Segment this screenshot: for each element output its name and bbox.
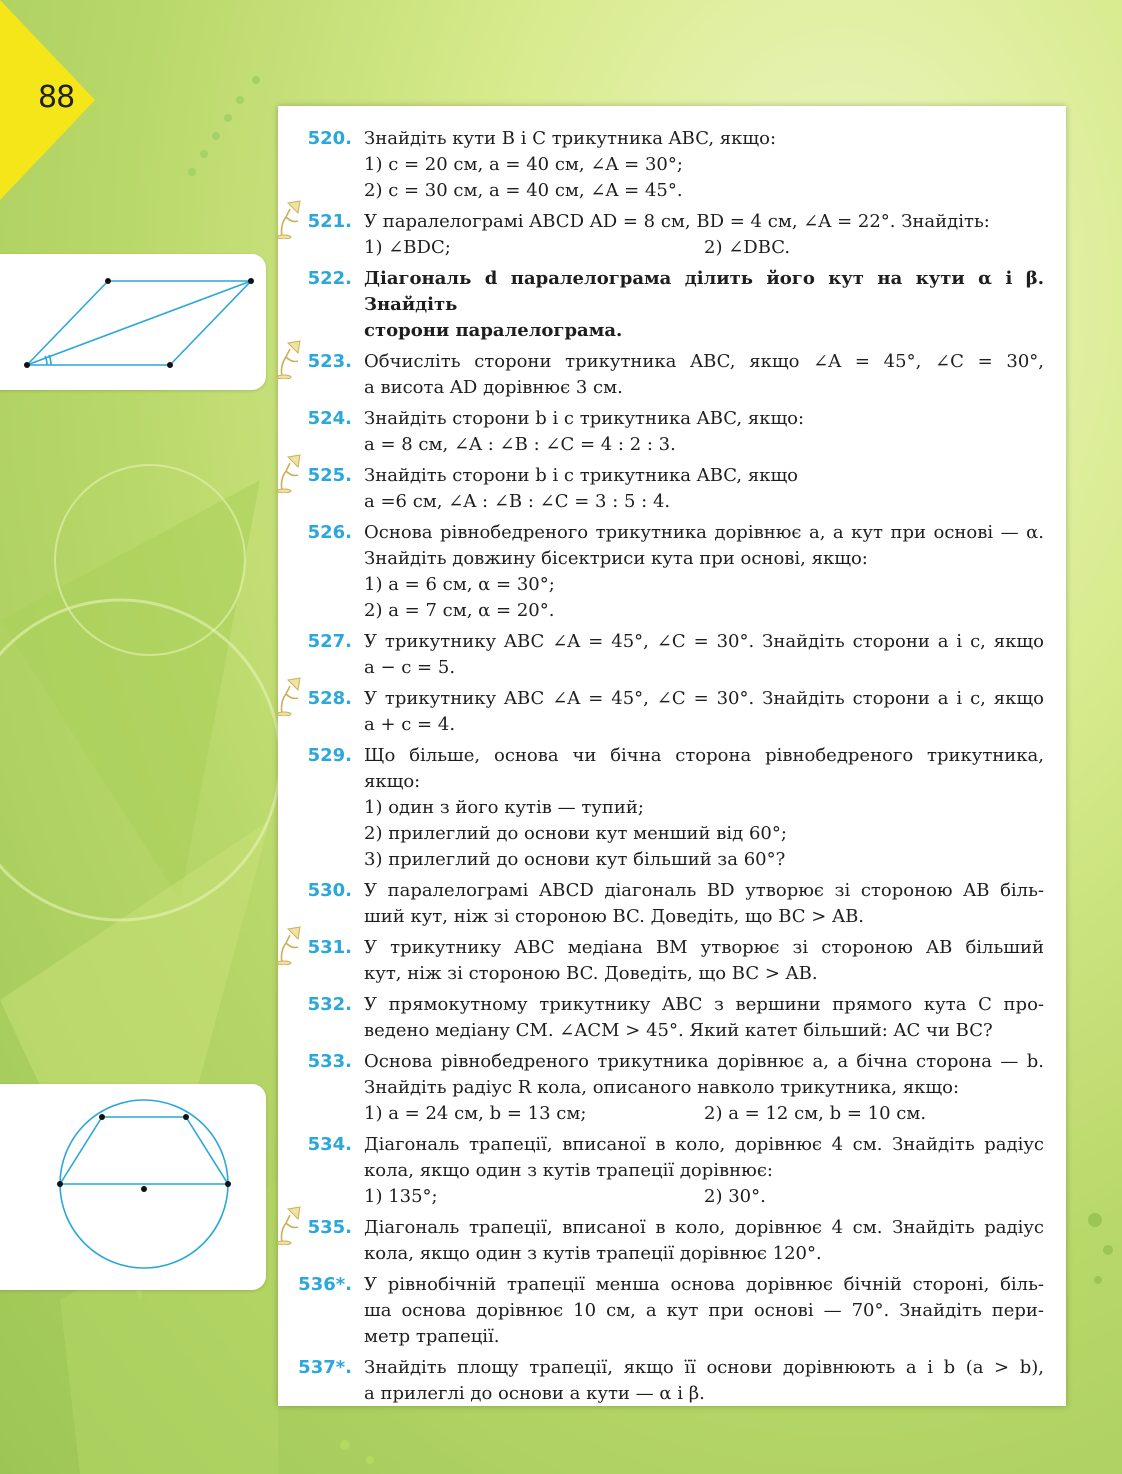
exercise-text-line: 1) c = 20 см, a = 40 см, ∠A = 30°; — [364, 154, 683, 175]
exercise-535 — [278, 1215, 1066, 1267]
exercise-text-line: Що більше, основа чи бічна сторона рівнобедреного трикутника, — [364, 745, 1044, 766]
exercise-532 — [278, 992, 1066, 1044]
exercise-text-line: а висота AD дорівнює 3 см. — [364, 377, 623, 398]
exercise-number: 524. — [307, 408, 352, 429]
exercise-text-line: Знайдіть кути B і C трикутника ABC, якщо: — [364, 128, 777, 149]
exercise-text-line: Знайдіть площу трапеції, якщо її основи дорівнюють a і b (a > b), — [364, 1357, 1044, 1378]
exercise-number: 537*. — [298, 1357, 352, 1378]
exercise-number: 522. — [307, 268, 352, 289]
exercise-text-line: Основа рівнобедреного трикутника дорівнює a, а кут при основі — α. — [364, 522, 1044, 543]
exercise-text-line: У паралелограмі ABCD діагональ BD утворює зі стороною AB біль- — [364, 880, 1044, 901]
exercise-523 — [278, 349, 1066, 401]
exercise-number: 520. — [307, 128, 352, 149]
exercise-text-line: У трикутнику ABC медіана BM утворює зі стороною AB більший — [364, 937, 1044, 958]
exercise-list — [278, 126, 1066, 1412]
exercise-525 — [278, 463, 1066, 515]
exercise-number: 535. — [307, 1217, 352, 1238]
exercise-text-line: a =6 см, ∠A : ∠B : ∠C = 3 : 5 : 4. — [364, 491, 671, 512]
exercise-526 — [278, 520, 1066, 624]
exercise-text-line: Діагональ трапеції, вписаної в коло, дорівнює 4 см. Знайдіть радіус — [364, 1134, 1044, 1155]
exercise-text-line: У трикутнику ABC ∠A = 45°, ∠C = 30°. Знайдіть сторони a і c, якщо — [364, 688, 1044, 709]
exercise-text-line: У рівнобічній трапеції менша основа дорівнює бічній стороні, біль- — [364, 1274, 1044, 1295]
exercise-number: 521. — [307, 211, 352, 232]
exercise-number: 523. — [307, 351, 352, 372]
exercise-533 — [278, 1049, 1066, 1127]
exercise-text-line: Обчисліть сторони трикутника ABC, якщо ∠A = 45°, ∠C = 30°, — [364, 351, 1044, 372]
exercise-number: 536*. — [298, 1274, 352, 1295]
exercise-text-line: a − c = 5. — [364, 657, 456, 678]
exercise-527 — [278, 629, 1066, 681]
exercise-522 — [278, 266, 1066, 344]
exercise-text-line: У прямокутному трикутнику ABC з вершини прямого кута C про- — [364, 994, 1044, 1015]
exercise-text-line: 1) один з його кутів — тупий; — [364, 797, 644, 818]
exercise-530 — [278, 878, 1066, 930]
exercise-option: 2) ∠DBC. — [704, 237, 791, 258]
exercise-520 — [278, 126, 1066, 204]
exercise-number: 527. — [307, 631, 352, 652]
exercise-text-line: Знайдіть довжину бісектриси кута при основі, якщо: — [364, 548, 868, 569]
exercise-text-line: Діагональ d паралелограма ділить його кут на кути α і β. Знайдіть — [364, 268, 1044, 315]
exercise-text-line: 2) прилеглий до основи кут менший від 60°; — [364, 823, 787, 844]
exercise-text-line: сторони паралелограма. — [364, 320, 623, 341]
exercise-534 — [278, 1132, 1066, 1210]
exercise-text-line: 2) a = 7 см, α = 20°. — [364, 600, 555, 621]
exercise-option: 1) ∠BDC; — [364, 237, 451, 258]
exercise-528 — [278, 686, 1066, 738]
exercise-text-line: 3) прилеглий до основи кут більший за 60°? — [364, 849, 786, 870]
exercise-number: 530. — [307, 880, 352, 901]
exercise-text-line: кола, якщо один з кутів трапеції дорівнює 120°. — [364, 1243, 822, 1264]
exercise-panel — [278, 106, 1066, 1406]
exercise-524 — [278, 406, 1066, 458]
page-number: 88 — [38, 80, 75, 115]
exercise-option: 2) 30°. — [704, 1186, 766, 1207]
exercise-options — [364, 1101, 1044, 1127]
exercise-521 — [278, 209, 1066, 261]
exercise-number: 528. — [307, 688, 352, 709]
trapezoid-circle-figure — [0, 1084, 266, 1290]
exercise-537 — [278, 1355, 1066, 1407]
exercise-text-line: а прилеглі до основи a кути — α і β. — [364, 1383, 705, 1404]
exercise-text-line: ший кут, ніж зі стороною BC. Доведіть, що BC > AB. — [364, 906, 865, 927]
exercise-531 — [278, 935, 1066, 987]
exercise-number: 525. — [307, 465, 352, 486]
exercise-text-line: метр трапеції. — [364, 1326, 500, 1347]
exercise-536 — [278, 1272, 1066, 1350]
exercise-text-line: кут, ніж зі стороною BC. Доведіть, що BC > AB. — [364, 963, 818, 984]
parallelogram-figure — [0, 254, 266, 390]
exercise-number: 531. — [307, 937, 352, 958]
exercise-529 — [278, 743, 1066, 873]
exercise-text-line: Діагональ трапеції, вписаної в коло, дорівнює 4 см. Знайдіть радіус — [364, 1217, 1044, 1238]
exercise-number: 532. — [307, 994, 352, 1015]
exercise-number: 526. — [307, 522, 352, 543]
exercise-option: 1) 135°; — [364, 1186, 438, 1207]
parallelogram-figure-card — [0, 254, 266, 390]
exercise-text-line: Знайдіть сторони b і c трикутника ABC, якщо — [364, 465, 799, 486]
exercise-option: 2) a = 12 см, b = 10 см. — [704, 1103, 927, 1124]
exercise-text-line: 2) c = 30 см, a = 40 см, ∠A = 45°. — [364, 180, 683, 201]
exercise-text-line: ша основа дорівнює 10 см, а кут при основі — 70°. Знайдіть пери- — [364, 1300, 1044, 1321]
exercise-text-line: якщо: — [364, 771, 421, 792]
exercise-number: 533. — [307, 1051, 352, 1072]
exercise-option: 1) a = 24 см, b = 13 см; — [364, 1103, 587, 1124]
exercise-text-line: Основа рівнобедреного трикутника дорівнює a, а бічна сторона — b. — [364, 1051, 1044, 1072]
exercise-number: 529. — [307, 745, 352, 766]
exercise-text-line: У трикутнику ABC ∠A = 45°, ∠C = 30°. Знайдіть сторони a і c, якщо — [364, 631, 1044, 652]
exercise-options — [364, 1184, 1044, 1210]
exercise-number: 534. — [307, 1134, 352, 1155]
exercise-text-line: Знайдіть сторони b і c трикутника ABC, якщо: — [364, 408, 805, 429]
exercise-text-line: a = 8 см, ∠A : ∠B : ∠C = 4 : 2 : 3. — [364, 434, 676, 455]
exercise-options — [364, 235, 1044, 261]
exercise-text-line: ведено медіану CM. ∠ACM > 45°. Який катет більший: AC чи BC? — [364, 1020, 993, 1041]
exercise-text-line: 1) a = 6 см, α = 30°; — [364, 574, 555, 595]
exercise-text-line: кола, якщо один з кутів трапеції дорівнює: — [364, 1160, 773, 1181]
exercise-text-line: У паралелограмі ABCD AD = 8 см, BD = 4 см, ∠A = 22°. Знайдіть: — [364, 211, 990, 232]
exercise-text-line: a + c = 4. — [364, 714, 456, 735]
exercise-text-line: Знайдіть радіус R кола, описаного навколо трикутника, якщо: — [364, 1077, 960, 1098]
trapezoid-circle-figure-card — [0, 1084, 266, 1290]
